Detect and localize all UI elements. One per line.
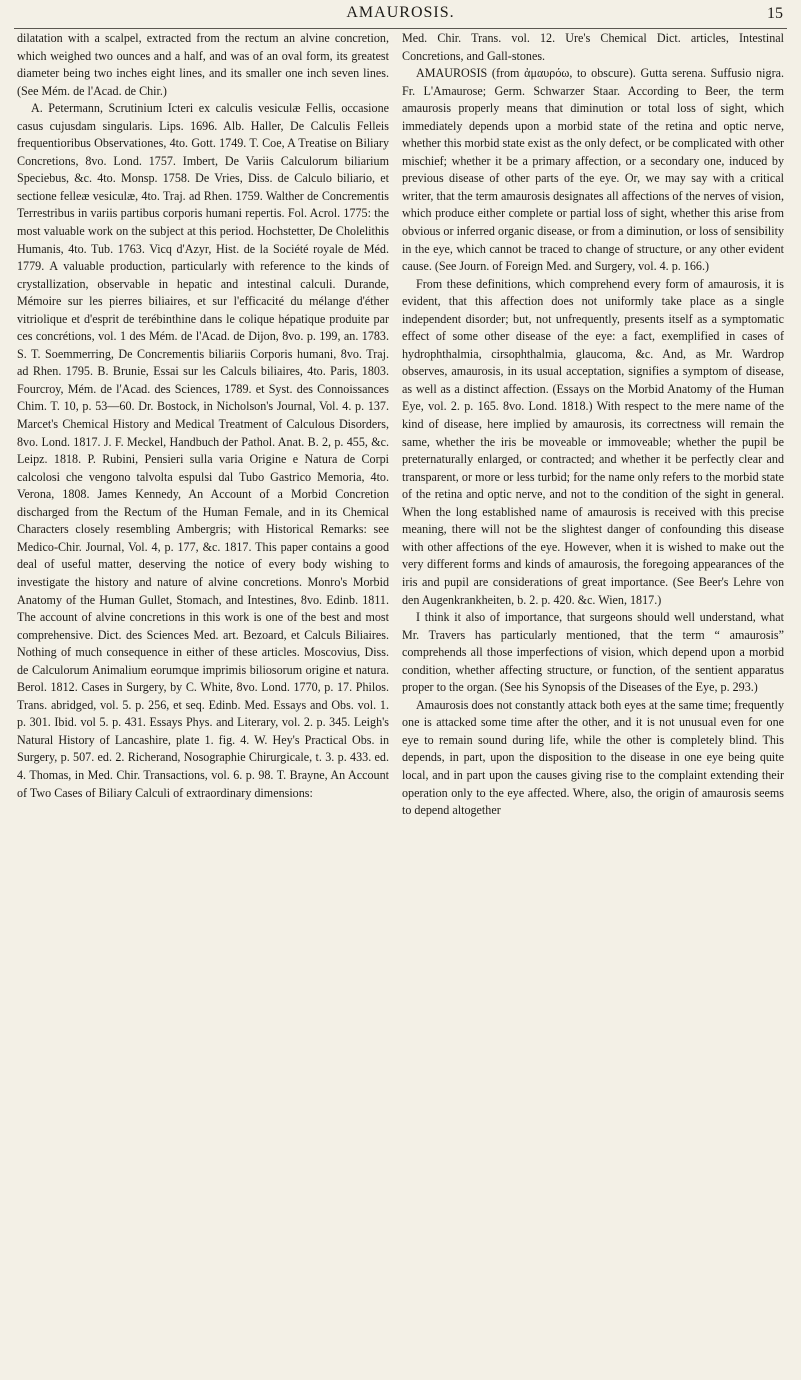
paragraph-travers: I think it also of importance, that surgeons should well understand, what Mr. Travers has particularly mentioned, that the term “ amaurosis” comprehends all those imperfections of vision, which depend upon a morbid condition, whether affecting structure, or function, of the sentient apparatus proper to the organ. (See his Synopsis of the Diseases of the Eye, p. 293.) <box>402 610 784 695</box>
paragraph-bibliography-continued: Med. Chir. Trans. vol. 12. Ure's Chemical Dict. articles, Intestinal Concretions, and Gall-stones. <box>402 31 784 63</box>
page-header <box>0 4 801 30</box>
paragraph-both-eyes: Amaurosis does not constantly attack both eyes at the same time; frequently one is attacked some time after the other, and it is not unusual even for one eye to remain sound during life, while the other is completely blind. This depends, in part, upon the disposition to the disease in one eye being quite local, and in part upon the causes giving rise to the complaint extending their operation only to the eye affected. Where, also, the origin of amaurosis seems to depend altogether <box>402 697 784 818</box>
paragraph-amaurosis-forms: From these definitions, which comprehend every form of amaurosis, it is evident, that this affection does not uniformly take place as a single independent disorder; but, not unfrequently, presents itself as a symptomatic effect of some other disease of the eye: a fact, exemplified in cases of hydrophthalmia, cirsophthalmia, glaucoma, &c. And, as Mr. Wardrop observes, amaurosis, in its usual acceptation, signifies a symptom of disease, as well as a distinct affection. (Essays on the Morbid Anatomy of the Human Eye, vol. 2. p. 165. 8vo. Lond. 1818.) With respect to the mere name of the kind of disease, here implied by amaurosis, its correctness will remain the same, whether the iris be moveable or immoveable; whether the pupil be preternaturally enlarged, or contracted; and whether it be perfectly clear and transparent, or more or less turbid; for the name only refers to the morbid state of the retina and optic nerve, and not to the condition of the sight in general. When the long established name of amaurosis is received with this precise meaning, there will not be the slightest danger of confounding this disease with other affections of the eye. However, when it is wished to make out the very different forms and kinds of amaurosis, the foregoing appearances of the iris and pupil are considerations of great importance. (See Beer's Lehre von den Augenkrankheiten, b. 2. p. 420. &c. Wien, 1817.) <box>402 276 784 607</box>
paragraph-amaurosis-definition: AMAUROSIS (from ἀμαυρόω, to obscure). Gutta serena. Suffusio nigra. Fr. L'Amaurose; Germ. Schwarzer Staar. According to Beer, the term amaurosis properly means that diminution or total loss of sight, which immediately depends upon a morbid state of the retina and optic nerve, whether this morbid state exist as the only defect, or be complicated with other mischief; whether it be a primary affection, or a secondary one, induced by previous disease of other parts of the eye. Or, we may say with a critical writer, that the term amaurosis designates all affections of the nerves of vision, which produce either complete or partial loss of sight, whether this arise from obvious or inferred organic disease, or from a diminution, or loss of sensibility in the eye, which cannot be traced to change of structure, or any other evident cause. (See Journ. of Foreign Med. and Surgery, vol. 4. p. 166.) <box>402 66 784 274</box>
right-column <box>402 30 784 820</box>
left-column <box>17 30 389 802</box>
paragraph-alvine-concretion-case: dilatation with a scalpel, extracted from the rectum an alvine concretion, which weighed two ounces and a half, and was of an oval form, its greatest diameter being two inches eight lines, and its smaller one inch seven lines. (See Mém. de l'Acad. de Chir.) <box>17 31 389 98</box>
paragraph-bibliography: A. Petermann, Scrutinium Icteri ex calculis vesiculæ Fellis, occasione casus cujusdam singularis. Lips. 1696. Alb. Haller, De Calculis Felleis frequentioribus Observationes, 4to. Gott. 1749. T. Coe, A Treatise on Biliary Concretions, 8vo. Lond. 1757. Imbert, De Variis Calculorum biliarium Speciebus, &c. 4to. Monsp. 1758. De Vries, Diss. de Calculo biliario, et sectione felleæ vesiculæ, 4to. Traj. ad Rhen. 1759. Walther de Concrementis Terrestribus in variis partibus corporis humani repertis. Fol. Acrol. 1775: the most valuable work on the subject at this period. Hochstetter, De Cholelithis Humanis, 4to. Tub. 1763. Vicq d'Azyr, Hist. de la Société royale de Méd. 1779. A valuable production, particularly with reference to the kinds of crystallization, observable in hepatic and intestinal calculi. Durande, Mémoire sur les pierres biliaires, et sur l'efficacité du mélange d'éther vitriolique et d'esprit de terébinthine dans le colique hépatique produite par ces concrétions, vol. 1 des Mém. de l'Acad. de Dijon, 8vo. p. 199, an. 1783. S. T. Soemmerring, De Concrementis biliariis Corporis humani, 8vo. Traj. ad Rhen. 1795. B. Brunie, Essai sur les Calculs biliaires, 4to. Paris, 1803. Fourcroy, Mém. de l'Acad. des Sciences, 1789. et Syst. des Connoissances Chim. T. 10, p. 53—60. Dr. Bostock, in Nicholson's Journal, Vol. 4. p. 137. Marcet's Chemical History and Medical Treatment of Calculous Disorders, 8vo. Lond. 1817. J. F. Meckel, Handbuch der Pathol. Anat. B. 2, p. 455, &c. Leipz. 1818. P. Rubini, Pensieri sulla varia Origine e Natura de Corpi calcolosi che vengono talvolta espulsi dal Tubo Gastrico Memoria, 4to. Verona, 1808. James Kennedy, An Account of a Morbid Concretion discharged from the Rectum of the Human Female, and in its Chemical Characters closely resembling Ambergris; with Historical Remarks: see Medico-Chir. Journal, Vol. 4, p. 177, &c. 1817. This paper contains a good deal of useful matter, deserving the notice of every body wishing to investigate the history and nature of alvine concretions. Monro's Morbid Anatomy of the Human Gullet, Stomach, and Intestines, 8vo. Edinb. 1811. The account of alvine concretions in this work is one of the best and most comprehensive. Dict. des Sciences Med. art. Bezoard, et Calculs Biliaires. Nothing of much consequence in either of these articles. Moscovius, Diss. de Calculorum Animalium eorumque imprimis biliosorum origine et natura. Berol. 1812. Cases in Surgery, by C. White, 8vo. Lond. 1770, p. 17. Philos. Trans. abridged, vol. 5. p. 256, et seq. Edinb. Med. Essays and Obs. vol. 1. p. 301. Ibid. vol 5. p. 431. Essays Phys. and Literary, vol. 2. p. 345. Leigh's Natural History of Lancashire, plate 1. fig. 4. W. Hey's Practical Obs. in Surgery, p. 507. ed. 2. Richerand, Nosographie Chirurgicale, t. 3. p. 433. ed. 4. Thomas, in Med. Chir. Transactions, vol. 6. p. 98. T. Brayne, An Account of Two Cases of Biliary Calculi of extraordinary dimensions: <box>17 101 389 800</box>
page-number: 15 <box>767 5 783 22</box>
running-head: AMAUROSIS. <box>346 4 455 21</box>
header-rule <box>14 28 787 29</box>
